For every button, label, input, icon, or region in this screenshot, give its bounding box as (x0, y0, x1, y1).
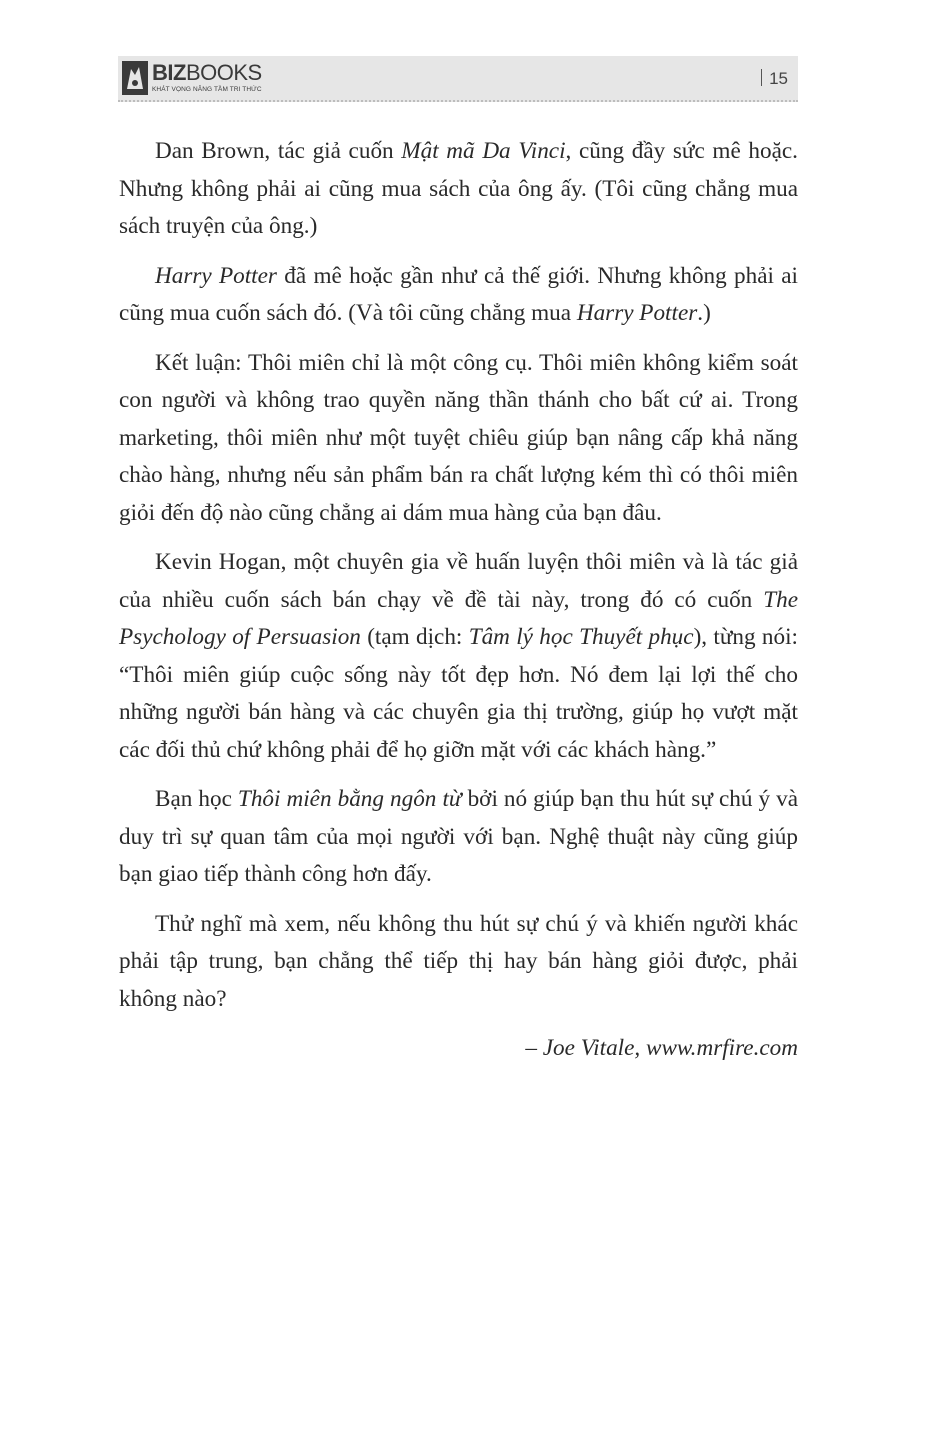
paragraph-4-text: Kevin Hogan, một chuyên gia về huấn luyện thôi miên và là tác giả của nhiều cuốn sách bán chạy về đề tài này, trong đó có cuốn (119, 549, 798, 613)
paragraph-6 (119, 906, 798, 1019)
page-number-value: 15 (769, 69, 788, 88)
paragraph-2-text: đã mê hoặc gần như cả thế giới. Nhưng không phải ai cũng mua cuốn sách đó. (Và tôi cũng chẳng mua (119, 262, 799, 326)
paragraph-1-text: Dan Brown, tác giả cuốn (155, 138, 402, 164)
attribution: – Joe Vitale, www.mrfire.com (525, 1035, 798, 1061)
body-text (119, 133, 798, 1080)
paragraph-3-text: Kết luận: Thôi miên chỉ là một công cụ. Thôi miên không kiểm soát con người và không trao quyền năng thần thánh cho bất cứ ai. Trong marketing, thôi miên như một tuyệt chiêu giúp bạn nâng cấp khả năng chào hàng, nhưng nếu sản phẩm bán ra chất lượng kém thì có thôi miên giỏi đến độ nào cũng chẳng ai dám mua hàng của bạn đâu. (119, 349, 798, 526)
paragraph-3 (119, 345, 798, 533)
running-header (118, 56, 798, 102)
book-title-psychology-of-persuasion: The Psychology of Persuasion (119, 586, 798, 650)
page-number (761, 69, 788, 89)
paragraph-4-quote: ), từng nói: “Thôi miên giúp cuộc sống này tốt đẹp hơn. Nó đem lại lợi thế cho những người bán hàng và các chuyên gia thị trường, giúp họ vượt mặt các đối thủ chứ không phải để họ giỡn mặt với các khách hàng.” (119, 624, 798, 763)
logo-wordmark-light: BOOKS (185, 60, 262, 85)
book-title-translation: Tâm lý học Thuyết phục (468, 624, 694, 650)
book-title-da-vinci: Mật mã Da Vinci (401, 138, 566, 164)
bizbooks-logo (122, 60, 262, 98)
logo-wordmark-bold: BIZ (152, 60, 186, 85)
paragraph-5-text: Bạn học (155, 786, 238, 812)
logo-tagline: KHÁT VỌNG NÂNG TẦM TRI THỨC (152, 86, 262, 93)
paragraph-2-text-end: .) (697, 300, 711, 326)
book-title-harry-potter: Harry Potter (155, 262, 277, 289)
paragraph-6-text: Thử nghĩ mà xem, nếu không thu hút sự chú ý và khiến người khác phải tập trung, bạn chẳng thể tiếp thị hay bán hàng giỏi được, phải không nào? (119, 910, 798, 1012)
paragraph-2 (119, 258, 798, 333)
paragraph-4 (119, 544, 798, 769)
page-number-divider (761, 69, 762, 86)
book-title-thoi-mien: Thôi miên bằng ngôn từ (237, 786, 462, 812)
bizbooks-emblem-icon (122, 61, 148, 95)
paragraph-1 (119, 133, 798, 246)
book-title-harry-potter-2: Harry Potter (576, 300, 698, 326)
paragraph-4-text-cont: (tạm dịch: (360, 624, 469, 650)
logo-wordmark (152, 61, 262, 85)
paragraph-1-text-cont: , cũng đầy sức mê hoặc. Nhưng không phải ai cũng mua sách của ông ấy. (Tôi cũng chẳng mua sách truyện của ông.) (119, 138, 798, 239)
paragraph-5-text-cont: bởi nó giúp bạn thu hút sự chú ý và duy trì sự quan tâm của mọi người với bạn. Nghệ thuật này cũng giúp bạn giao tiếp thành công hơn đấy. (119, 786, 798, 887)
paragraph-5 (119, 781, 798, 894)
